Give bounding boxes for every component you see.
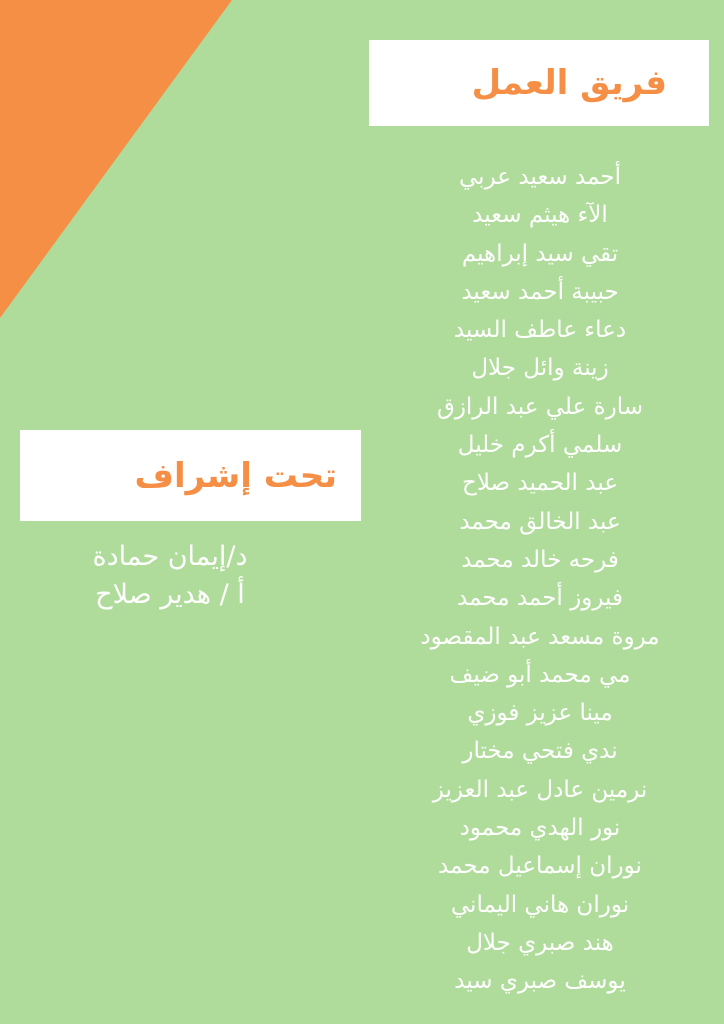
team-member: فيروز أحمد محمد <box>457 585 623 612</box>
team-member: دعاء عاطف السيد <box>453 317 627 344</box>
team-member: هند صبري جلال <box>466 929 614 956</box>
team-member: زينة وائل جلال <box>471 355 609 382</box>
team-member: نور الهدي محمود <box>459 815 621 842</box>
team-title-box <box>369 40 709 126</box>
supervision-title-box <box>20 430 361 521</box>
team-member: عبد الحميد صلاح <box>461 470 618 497</box>
team-member: نرمين عادل عبد العزيز <box>432 776 648 803</box>
team-member: فرحه خالد محمد <box>461 546 619 573</box>
team-member: يوسف صبري سيد <box>454 968 626 995</box>
team-member: سارة علي عبد الرازق <box>436 393 644 420</box>
orange-corner-triangle <box>0 0 240 320</box>
team-member: حبيبة أحمد سعيد <box>461 278 619 305</box>
supervision-title: تحت إشراف <box>134 455 337 496</box>
team-member: مروة مسعد عبد المقصود <box>420 623 660 650</box>
team-member: الآء هيثم سعيد <box>472 202 608 229</box>
team-member: نوران هاني اليماني <box>450 891 630 918</box>
team-member: سلمي أكرم خليل <box>457 432 623 459</box>
supervisor-name: د/إيمان حمادة <box>92 541 248 572</box>
team-member: مي محمد أبو ضيف <box>449 661 631 688</box>
supervisor-name: أ / هدير صلاح <box>95 579 245 610</box>
team-member: نوران إسماعيل محمد <box>438 853 642 880</box>
team-member: تقي سيد إبراهيم <box>461 240 619 267</box>
team-member: مينا عزيز فوزي <box>467 700 613 727</box>
team-member: عبد الخالق محمد <box>459 508 621 535</box>
team-member: أحمد سعيد عربي <box>459 164 621 190</box>
team-member-list <box>380 158 700 1001</box>
team-title: فريق العمل <box>471 63 667 103</box>
team-member: ندي فتحي مختار <box>462 738 618 765</box>
supervisor-list <box>20 538 320 614</box>
